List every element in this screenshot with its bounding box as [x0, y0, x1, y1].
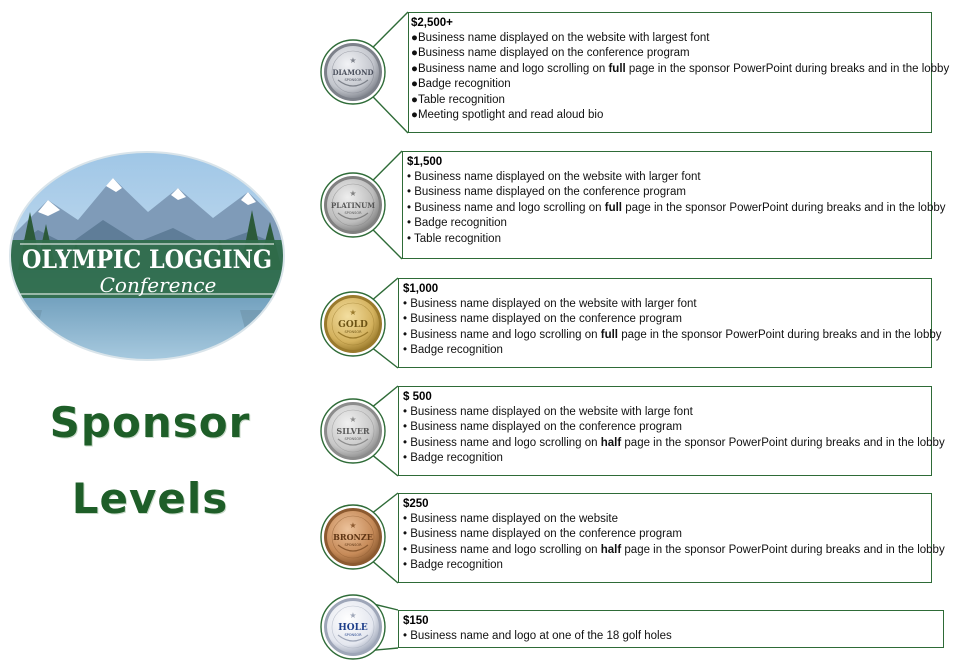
- bullet-icon: •: [403, 528, 408, 541]
- benefit-item: [403, 436, 945, 451]
- benefit-list: [403, 629, 943, 644]
- benefit-item: [411, 62, 950, 77]
- benefit-text: Business name displayed on the conference program: [410, 528, 682, 541]
- diamond-sponsor-medal: [320, 39, 386, 105]
- benefit-text: Table recognition: [414, 232, 501, 245]
- sponsor-level-panel: [398, 493, 945, 583]
- star-icon: ★: [349, 611, 357, 620]
- medal-label: HOLE: [338, 623, 368, 633]
- benefit-emphasis: full: [604, 201, 622, 214]
- benefit-text: Badge recognition: [410, 452, 503, 465]
- bullet-icon: •: [403, 313, 408, 326]
- medal-label: DIAMOND: [332, 68, 374, 77]
- benefit-text: Business name and logo scrolling on: [410, 328, 601, 341]
- benefit-item: [403, 629, 943, 644]
- benefit-item: [403, 451, 931, 466]
- bullet-icon: •: [407, 217, 412, 230]
- bullet-icon: •: [403, 436, 408, 449]
- star-icon: ★: [349, 308, 357, 317]
- bullet-icon: ●: [411, 47, 418, 60]
- bullet-icon: ●: [411, 109, 418, 122]
- sponsor-level-panel: [398, 386, 945, 476]
- bullet-icon: ●: [411, 78, 418, 91]
- hole-sponsor-medal: [320, 594, 386, 660]
- bullet-icon: •: [407, 201, 412, 214]
- benefit-item: [411, 31, 931, 46]
- bullet-icon: •: [403, 543, 408, 556]
- benefit-text: Meeting spotlight and read aloud bio: [417, 109, 604, 122]
- medal-label: GOLD: [338, 320, 368, 330]
- bullet-icon: •: [407, 232, 412, 245]
- star-icon: ★: [349, 56, 357, 65]
- bullet-icon: •: [403, 452, 408, 465]
- benefit-text: Business name displayed on the conference program: [410, 421, 682, 434]
- sponsor-price: $1,000: [403, 283, 439, 295]
- benefit-text-end: page in the sponsor PowerPoint during breaks and in the lobby: [621, 436, 945, 449]
- benefit-emphasis: half: [600, 543, 622, 556]
- bullet-icon: ●: [411, 93, 418, 106]
- benefit-item: [403, 405, 931, 420]
- bullet-icon: •: [407, 186, 412, 199]
- benefit-item: [407, 185, 931, 200]
- bullet-icon: ●: [411, 62, 418, 75]
- sponsor-level-panel: [408, 12, 950, 133]
- bullet-icon: •: [403, 344, 408, 357]
- sponsor-price: $2,500+: [411, 17, 453, 29]
- benefit-item: [411, 93, 931, 108]
- benefit-text: Business name and logo scrolling on: [410, 436, 601, 449]
- bullet-icon: •: [403, 421, 408, 434]
- benefit-item: [403, 527, 931, 542]
- bullet-icon: •: [403, 406, 408, 418]
- benefit-item: [411, 108, 931, 123]
- benefit-text: Business name displayed on the conference program: [410, 313, 682, 326]
- medal-sublabel: SPONSOR: [344, 543, 362, 547]
- bullet-icon: •: [403, 513, 408, 525]
- bullet-icon: •: [403, 559, 408, 572]
- benefit-text: Business name displayed on the website with largest font: [417, 32, 710, 44]
- benefit-text: Business name displayed on the website with large font: [410, 406, 693, 418]
- benefit-item: [411, 77, 931, 92]
- benefit-item: [411, 46, 931, 61]
- medal-label: SILVER: [336, 426, 370, 436]
- sponsor-price: $150: [403, 615, 429, 627]
- benefit-text: Business name displayed on the website: [410, 513, 618, 525]
- benefit-text: Business name and logo scrolling on: [414, 201, 605, 214]
- benefit-text-end: page in the sponsor PowerPoint during breaks and in the lobby: [621, 543, 945, 556]
- medal-sublabel: SPONSOR: [344, 330, 362, 334]
- benefit-text: Business name and logo scrolling on: [410, 543, 601, 556]
- bullet-icon: •: [403, 328, 408, 341]
- benefit-text-end: page in the sponsor PowerPoint during breaks and in the lobby: [618, 328, 942, 341]
- medal-label: PLATINUM: [331, 201, 375, 210]
- benefit-item: [403, 420, 931, 435]
- benefit-text: Badge recognition: [410, 559, 503, 572]
- logo-line-2: Conference: [99, 273, 217, 297]
- benefit-item: [403, 312, 931, 327]
- page-title-line-1: Sponsor: [49, 398, 251, 447]
- benefit-list: [411, 31, 950, 123]
- benefit-list: [403, 405, 945, 467]
- platinum-sponsor-medal: [320, 172, 386, 238]
- sponsor-price: $1,500: [407, 156, 443, 168]
- benefit-text: Business name displayed on the website with larger font: [410, 298, 697, 310]
- benefit-item: [403, 297, 931, 312]
- gold-sponsor-medal: [320, 291, 386, 357]
- page-title-line-2: Levels: [71, 474, 229, 523]
- benefit-list: [407, 170, 946, 247]
- benefit-item: [407, 201, 946, 216]
- benefit-text: Badge recognition: [410, 344, 503, 357]
- star-icon: ★: [349, 521, 357, 530]
- sponsor-level-panel: [402, 151, 946, 259]
- star-icon: ★: [349, 189, 357, 198]
- benefit-emphasis: full: [600, 328, 618, 341]
- benefit-text: Business name displayed on the conference program: [414, 186, 686, 199]
- benefit-emphasis: full: [608, 62, 626, 75]
- bullet-icon: •: [403, 298, 408, 310]
- benefit-text-end: page in the sponsor PowerPoint during breaks and in the lobby: [622, 201, 946, 214]
- bullet-icon: •: [403, 630, 408, 642]
- bullet-icon: •: [407, 171, 412, 183]
- olympic-logging-conference-logo: [8, 150, 286, 362]
- medal-sublabel: SPONSOR: [344, 211, 362, 215]
- benefit-item: [403, 543, 945, 558]
- benefit-item: [403, 343, 931, 358]
- silver-sponsor-medal: [320, 398, 386, 464]
- medal-label: BRONZE: [333, 532, 373, 542]
- benefit-list: [403, 297, 942, 359]
- logo-line-1: OLYMPIC LOGGING: [22, 245, 272, 274]
- benefit-text: Business name and logo scrolling on: [417, 62, 609, 75]
- benefit-item: [403, 328, 942, 343]
- benefit-item: [407, 216, 931, 231]
- benefit-item: [403, 558, 931, 573]
- sponsor-price: $ 500: [403, 391, 432, 403]
- sponsor-price: $250: [403, 498, 429, 510]
- bullet-icon: ●: [411, 32, 418, 44]
- benefit-text: Business name displayed on the conference program: [417, 47, 690, 60]
- sponsor-level-panel: [398, 610, 944, 648]
- benefit-list: [403, 512, 945, 574]
- bronze-sponsor-medal: [320, 504, 386, 570]
- sponsor-level-panel: [398, 278, 942, 368]
- benefit-item: [407, 232, 931, 247]
- benefit-text-end: page in the sponsor PowerPoint during breaks and in the lobby: [625, 62, 950, 75]
- benefit-item: [407, 170, 931, 185]
- star-icon: ★: [349, 415, 357, 424]
- medal-sublabel: SPONSOR: [344, 633, 362, 637]
- benefit-item: [403, 512, 931, 527]
- benefit-text: Table recognition: [417, 93, 505, 106]
- benefit-text: Business name and logo at one of the 18 golf holes: [410, 630, 672, 642]
- medal-sublabel: SPONSOR: [344, 78, 362, 82]
- benefit-text: Badge recognition: [417, 78, 511, 91]
- benefit-text: Badge recognition: [414, 217, 507, 230]
- benefit-emphasis: half: [600, 436, 622, 449]
- benefit-text: Business name displayed on the website with larger font: [414, 171, 701, 183]
- medal-sublabel: SPONSOR: [344, 437, 362, 441]
